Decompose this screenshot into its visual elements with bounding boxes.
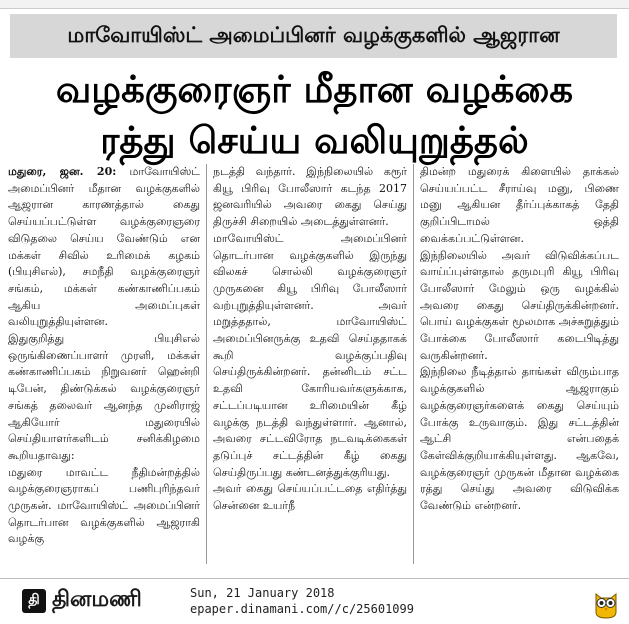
paragraph: திமன்ற மதுரைக் கிளையில் தாக்கல் செய்யப்பட்ட சீராய்வு மனு, பிணை மனு ஆகியன தீர்ப்புக்காகத் தேதி குறிப்பிடாமல் ஒத்தி வைக்கப்பட்டுள்ளன. — [420, 165, 619, 245]
edition-date: Sun, 21 January 2018 — [190, 586, 335, 600]
article-body — [0, 164, 629, 569]
headline-line-1: வழக்குரைஞர் மீதான வழக்கை — [55, 68, 574, 111]
paragraph: இந்நிலை நீடித்தால் தாங்கள் விரும்பாத வழக்குகளில் ஆஜராகும் வழக்குரைஞர்களைக் கைது செய்யும் போக்கு உருவாகும். இது சட்டத்தின் ஆட்சி என்பதைக் கேள்விக்குறியாக்கியுள்ளது. ஆகவே, வழக்குரைஞர் முருகன் மீதான வழக்கை ரத்து செய்து அவரை விடுவிக்க வேண்டும் என்றனர். — [420, 365, 619, 513]
dateline: மதுரை, ஜன. 20: — [8, 165, 117, 178]
paragraph: மதுரை மாவட்ட நீதிமன்றத்தில் வழக்குரைஞராகப் பணிபுரிந்தவர் முருகன். மாவோயிஸ்ட் அமைப்பினர் தொடர்பான வழக்குகளில் ஆஜராகி வழக்கு — [8, 465, 200, 546]
paragraph: இதுகுறித்து பியுசிஎல் ஒருங்கிணைப்பாளர் முரளி, மக்கள் கண்காணிப்பகம் நிறுவனர் ஹென்றி டிபேன், திண்டுக்கல் வழக்குரைஞர் சங்கத் தலைவர் ஆனந்த முனிராஜ் ஆகியோர் மதுரையில் செய்தியாளர்களிடம் சனிக்கிழமை கூறியதாவது: — [8, 332, 200, 462]
top-page-strip — [0, 0, 629, 9]
article-column-2 — [213, 164, 407, 569]
article-column-1 — [8, 164, 200, 569]
article-column-3 — [420, 164, 619, 569]
main-headline — [8, 64, 621, 166]
brand-mark: தி — [22, 589, 46, 613]
paragraph: நடத்தி வந்தார். இந்நிலையில் கரூர் கியூ பிரிவு போலீஸார் கடந்த 2017 ஜனவரியில் அவரை கைது செய்து திருச்சி சிறையில் அடைத்துள்ளனர். — [213, 165, 407, 229]
paragraph: மாவோயிஸ்ட் அமைப்பினர் தொடர்பான வழக்குகளில் இருந்து விலகச் சொல்லி வழக்குரைஞர் முருகனை கியூ பிரிவு போலீஸார் வற்புறுத்தியுள்ளனர். அவர் மறுத்ததால், மாவோயிஸ்ட் அமைப்பினருக்கு உதவி செய்ததாகக் கூறி வழக்குப்பதிவு செய்திருக்கின்றனர். தன்னிடம் சட்ட உதவி கோரியவர்களுக்காக, சட்டப்படியான உரிமையின் கீழ் வழக்கு நடத்தி வந்துள்ளார். ஆனால், அவரை சட்டவிரோத நடவடிக்கைகள் தடுப்புச் சட்டத்தின் கீழ் கைது செய்திருப்பது கண்டனத்துக்குரியது. — [213, 231, 407, 479]
edition-url[interactable]: epaper.dinamani.com//c/25601099 — [190, 602, 414, 616]
paragraph: மதுரை, ஜன. 20: மாவோயிஸ்ட் அமைப்பினர் மீதான வழக்குகளில் ஆஜரான காரணத்தால் கைது செய்யப்பட்டுள்ள வழக்குரைஞரை விடுதலை செய்ய வேண்டும் என மக்கள் சிவில் உரிமைக் கழகம் (பியுசிஎல்), சமநீதி வழக்குரைஞர் சங்கம், மக்கள் கண்காணிப்பகம் ஆகிய அமைப்புகள் வலியுறுத்தியுள்ளன. — [8, 165, 200, 329]
brand-name: தினமணி — [52, 587, 142, 612]
dinamani-logo[interactable] — [22, 585, 152, 617]
edition-meta — [190, 585, 414, 617]
paragraph: இந்நிலையில் அவர் விடுவிக்கப்பட வாய்ப்புள்ளதால் தருமபுரி கியூ பிரிவு போலீஸார் மேலும் ஒரு வழக்கில் அவரை கைது செய்திருக்கின்றனர். பொய் வழக்குகள் மூலமாக அச்சுறுத்தும் போக்கை போலீஸார் கடைபிடித்து வருகின்றனர். — [420, 248, 619, 362]
kicker-headline: மாவோயிஸ்ட் அமைப்பினர் வழக்குகளில் ஆஜரான — [10, 14, 617, 58]
column-divider — [206, 164, 207, 564]
column-divider — [413, 164, 414, 564]
epaper-footer — [0, 578, 629, 624]
paragraph: அவர் கைது செய்யப்பட்டதை எதிர்த்து சென்னை உயர்நீ — [213, 482, 407, 513]
headline-line-2: ரத்து செய்ய வலியுறுத்தல் — [100, 119, 529, 162]
owl-mascot-icon — [590, 588, 622, 620]
